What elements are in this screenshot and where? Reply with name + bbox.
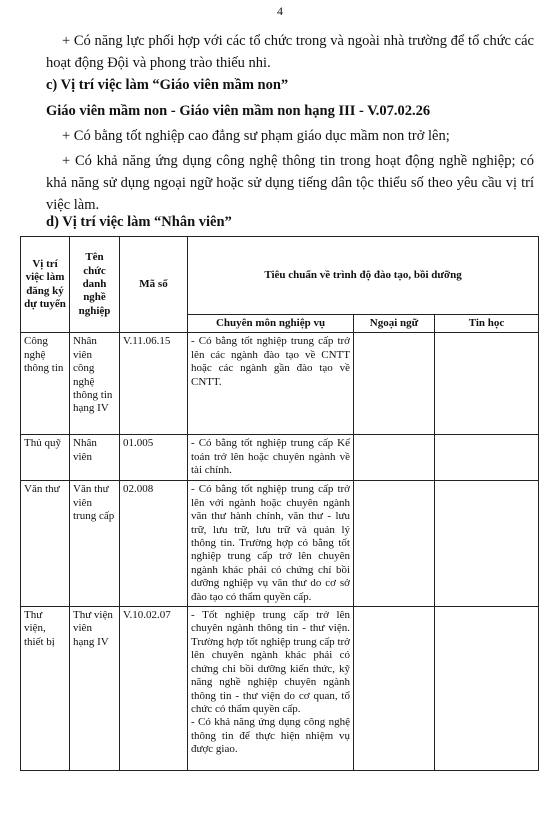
cell-title: Văn thư viên trung cấp <box>70 481 120 607</box>
cell-it <box>435 333 539 435</box>
header-it: Tin học <box>435 315 539 333</box>
header-major: Chuyên môn nghiệp vụ <box>188 315 354 333</box>
cell-title: Nhân viên công nghệ thông tin hạng IV <box>70 333 120 435</box>
subheading-preschool-teacher: Giáo viên mầm non - Giáo viên mầm non hạng III - V.07.02.26 <box>46 103 431 119</box>
cell-title: Nhân viên <box>70 435 120 481</box>
paragraph-team-coordination: + Có năng lực phối hợp với các tổ chức trong và ngoài nhà trường để tổ chức các hoạt động Đội và phong trào thiếu nhi. <box>46 33 534 71</box>
table-row <box>21 435 539 481</box>
cell-code: 02.008 <box>120 481 188 607</box>
table-row <box>21 481 539 607</box>
cell-code: 01.005 <box>120 435 188 481</box>
section-heading-d: d) Vị trí việc làm “Nhân viên” <box>46 214 232 230</box>
header-title: Tên chức danh nghề nghiệp <box>70 237 120 333</box>
page-number: 4 <box>277 4 283 18</box>
cell-it <box>435 481 539 607</box>
cell-major <box>188 607 354 771</box>
cell-position: Thủ quỹ <box>21 435 70 481</box>
cell-major <box>188 481 354 607</box>
table-row <box>21 607 539 771</box>
cell-major <box>188 435 354 481</box>
major-item: - Tốt nghiệp trung cấp trở lên chuyên ngành thông tin - thư viện. Trường hợp tốt nghiệp trung cấp trở lên chuyên ngành khác phải có chứng chỉ bồi dưỡng kiến thức, kỹ năng nghề nghiệp chuyên ngành thông tin - thư viện do cơ quan, tổ chức có thẩm quyền cấp. <box>191 609 350 715</box>
cell-it <box>435 435 539 481</box>
major-item: - Có khả năng ứng dụng công nghệ thông tin để thực hiện nhiệm vụ được giao. <box>191 716 350 756</box>
cell-language <box>354 333 435 435</box>
major-item: - Có bằng tốt nghiệp trung cấp trở lên với ngành hoặc chuyên ngành văn thư hành chính, văn thư - lưu trữ, lưu trữ, lưu trữ và quản lý thông tin. Trường hợp có bằng tốt nghiệp trung cấp trở lên chuyên ngành khác phải có chứng chỉ bồi dưỡng nghiệp vụ văn thư do cơ sở đào tạo có thẩm quyền cấp. <box>191 483 350 603</box>
cell-language <box>354 607 435 771</box>
cell-title: Thư viện viên hạng IV <box>70 607 120 771</box>
table-row <box>21 333 539 435</box>
cell-position: Thư viện, thiết bị <box>21 607 70 771</box>
cell-position: Văn thư <box>21 481 70 607</box>
header-standards: Tiêu chuẩn về trình độ đào tạo, bồi dưỡng <box>188 237 539 315</box>
paragraph-degree-requirement: + Có bằng tốt nghiệp cao đẳng sư phạm giáo dục mầm non trở lên; <box>62 128 450 144</box>
cell-code: V.10.02.07 <box>120 607 188 771</box>
cell-it <box>435 607 539 771</box>
cell-code: V.11.06.15 <box>120 333 188 435</box>
cell-language <box>354 481 435 607</box>
section-heading-c: c) Vị trí việc làm “Giáo viên mầm non” <box>46 77 289 93</box>
header-position: Vị trí việc làm đăng ký dự tuyển <box>21 237 70 333</box>
major-item: - Có bằng tốt nghiệp trung cấp Kế toán trở lên hoặc chuyên ngành về tài chính. <box>191 437 350 477</box>
cell-language <box>354 435 435 481</box>
major-item: - Có bằng tốt nghiệp trung cấp trở lên các ngành đào tạo về CNTT hoặc các ngành gần đào tạo về CNTT. <box>191 335 350 388</box>
staff-requirements-table <box>20 236 539 771</box>
header-language: Ngoại ngữ <box>354 315 435 333</box>
header-code: Mã số <box>120 237 188 333</box>
cell-position: Công nghệ thông tin <box>21 333 70 435</box>
cell-major <box>188 333 354 435</box>
paragraph-it-language-skills: + Có khả năng ứng dụng công nghệ thông tin trong hoạt động nghề nghiệp; có khả năng sử dụng ngoại ngữ hoặc sử dụng tiếng dân tộc thiểu số theo yêu cầu vị trí việc làm. <box>46 153 534 213</box>
